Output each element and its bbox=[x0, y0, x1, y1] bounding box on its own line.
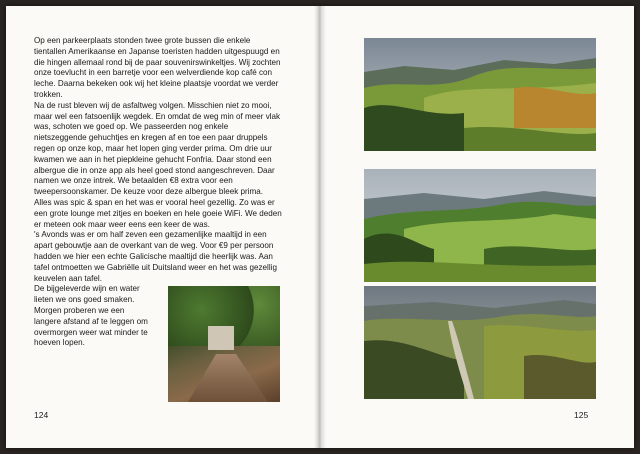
paragraph-1: Op een parkeerplaats stonden twee grote bussen die enkele tientallen Amerikaanse en Japanse toeristen hadden uitgespuugd en die hingen allemaal rond bij de paar souvenirswinkeltjes. Wij zochten onze toevlucht in een barretje voor een welverdiende kop café con leche. Daarna bekeken ook wij het kleine plaatsje voordat we verder trokken. bbox=[34, 36, 281, 99]
photo-house bbox=[208, 326, 234, 350]
landscape-photo-3 bbox=[364, 286, 596, 399]
landscape-photo-1 bbox=[364, 38, 596, 151]
book-gutter bbox=[314, 6, 326, 448]
page-number-right: 125 bbox=[574, 410, 589, 420]
left-page bbox=[6, 6, 318, 448]
village-path-photo bbox=[168, 286, 280, 402]
paragraph-3: 's Avonds was er om half zeven een gezamenlijke maaltijd in een apart gebouwtje aan de overkant van de weg. Voor €9 per persoon hadden we hier een echte Galicische maaltijd die heerlijk was. Aan tafel ontmoetten we Gabriëlle uit Duitsland weer en het was gezellig keuvelen aan tafel. bbox=[34, 230, 277, 283]
book-spread bbox=[6, 6, 634, 448]
paragraph-4: De bijgeleverde wijn en water lieten we ons goed smaken. Morgen proberen we een langere afstand af te leggen om overmorgen weer wat minder te hoeven lopen. bbox=[34, 284, 148, 348]
right-page bbox=[320, 6, 634, 448]
page-number-left: 124 bbox=[34, 410, 49, 420]
paragraph-2: Na de rust bleven wij de asfaltweg volgen. Misschien niet zo mooi, maar wel een fatsoenlijk wegdek. En omdat de weg min of meer vlak was, schoten we goed op. We passeerden nog enkele nietszeggende gehuchtjes en kregen af en toe een paar druppels regen op onze kop, maar het lopen ging verder prima. Om drie uur kwamen we aan in het piepkleine gehucht Fonfria. Daar stond een albergue die in onze app als heel goed stond aangeschreven. Daar namen we onze intrek. We betaalden €8 extra voor een tweepersoonskamer. De keuze voor deze albergue bleek prima. Alles was spic & span en het was er vooral heel gezellig. Zo was er een grote lounge met zitjes en boeken en hele goeie WiFi. We deden er meteen ook maar weer eens een keer de was. bbox=[34, 100, 282, 229]
landscape-photo-2 bbox=[364, 169, 596, 282]
photo-path bbox=[188, 354, 268, 402]
